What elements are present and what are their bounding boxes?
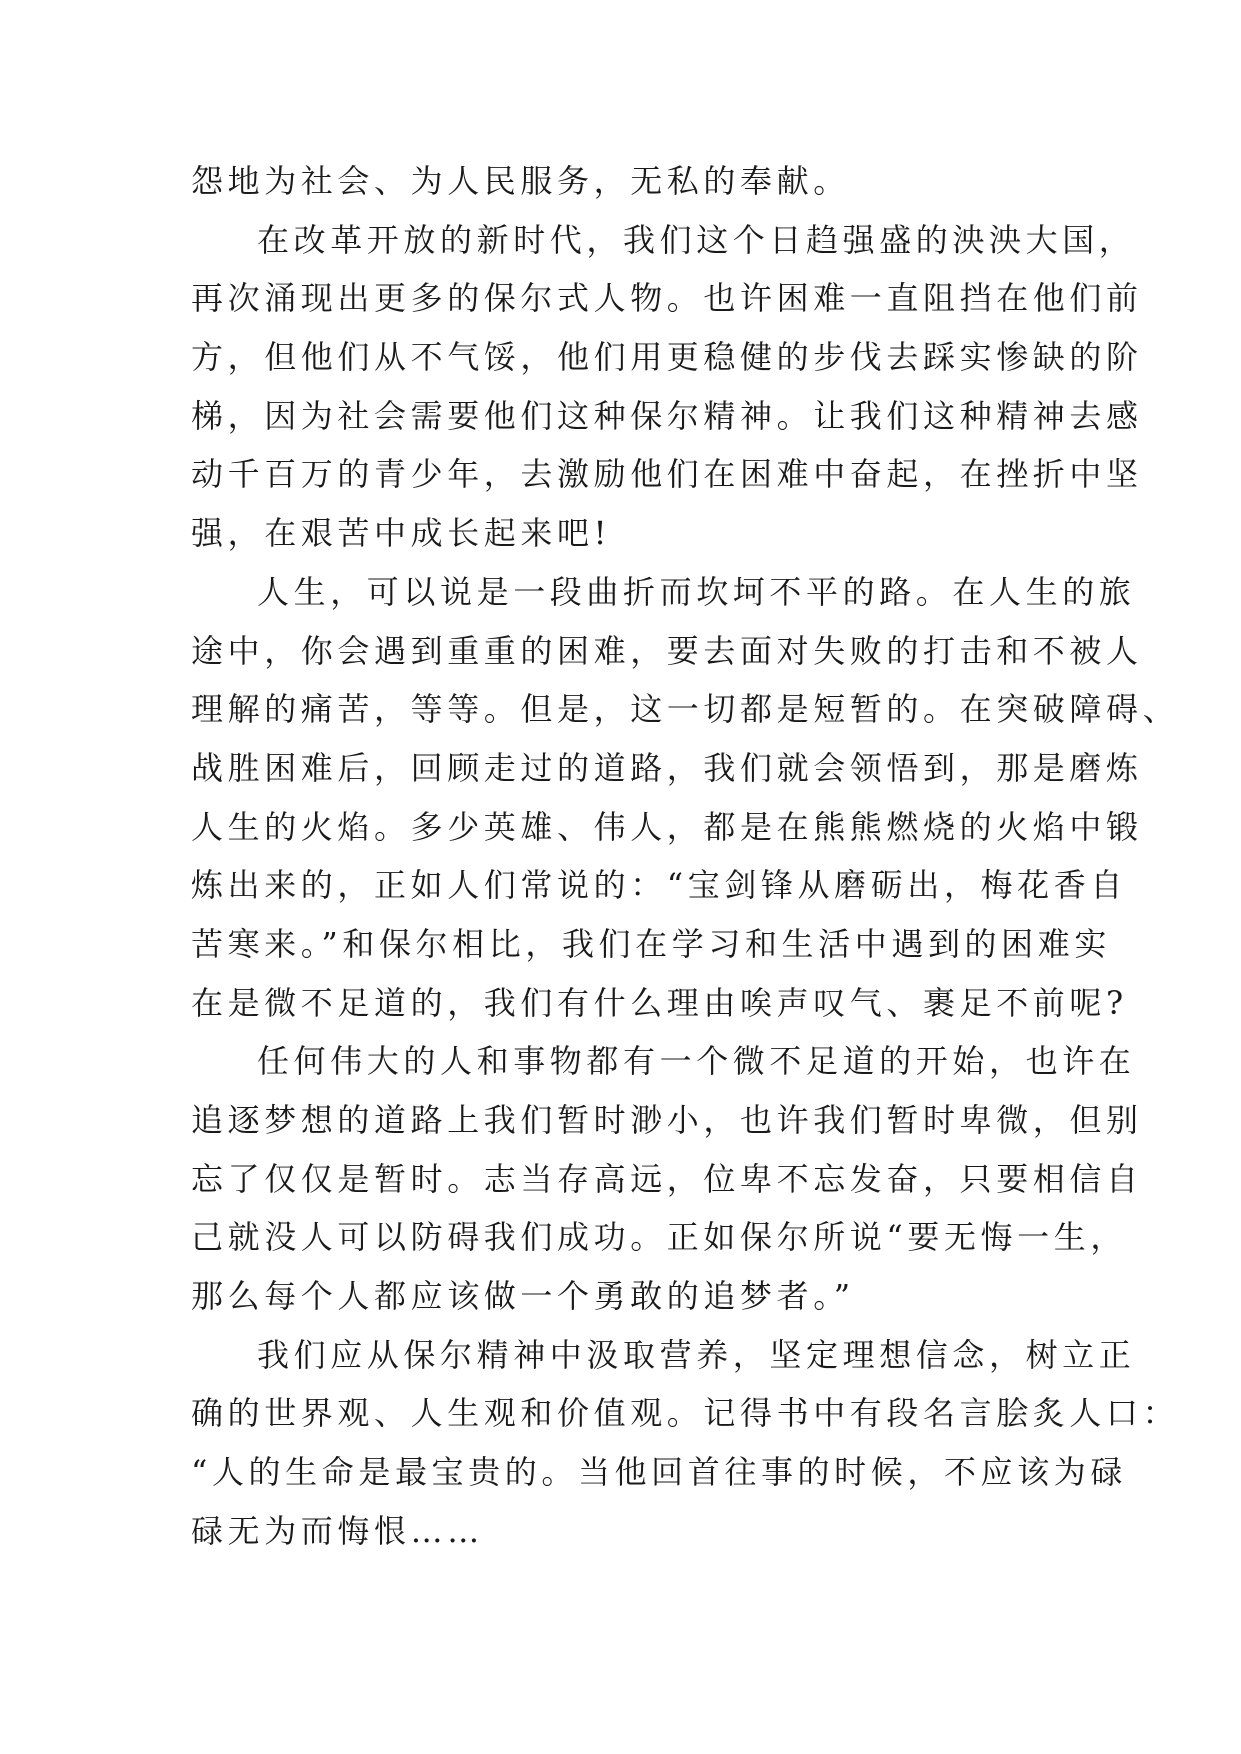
paragraph-first-line: 我们应从保尔精神中汲取营养，坚定理想信念，树立正 <box>257 1335 1136 1374</box>
text-line: 那么每个人都应该做一个勇敢的追梦者。” <box>191 1277 855 1316</box>
text-line: 己就没人可以防碍我们成功。正如保尔所说“要无悔一生， <box>191 1218 1127 1257</box>
text-line: 梯，因为社会需要他们这种保尔精神。让我们这种精神去感 <box>191 396 1143 435</box>
text-line: 理解的痛苦，等等。但是，这一切都是短暂的。在突破障碍、 <box>191 690 1180 729</box>
paragraph-first-line: 任何伟大的人和事物都有一个微不足道的开始，也许在 <box>257 1042 1136 1081</box>
text-line: “人的生命是最宝贵的。当他回首往事的时候，不应该为碌 <box>191 1453 1127 1492</box>
document-body <box>191 152 1180 1561</box>
text-line: 战胜困难后，回顾走过的道路，我们就会领悟到，那是磨炼 <box>191 748 1143 787</box>
text-line: 方，但他们从不气馁，他们用更稳健的步伐去踩实惨缺的阶 <box>191 338 1143 377</box>
text-line: 确的世界观、人生观和价值观。记得书中有段名言脍炙人口： <box>191 1394 1180 1433</box>
paragraph-first-line: 在改革开放的新时代，我们这个日趋强盛的泱泱大国， <box>257 220 1136 259</box>
text-line: 怨地为社会、为人民服务，无私的奉献。 <box>191 162 850 200</box>
paragraph-first-line: 人生，可以说是一段曲折而坎坷不平的路。在人生的旅 <box>257 572 1136 611</box>
text-line: 途中，你会遇到重重的困难，要去面对失败的打击和不被人 <box>191 631 1143 670</box>
text-line: 炼出来的，正如人们常说的：“宝剑锋从磨砺出，梅花香自 <box>191 866 1127 905</box>
text-line: 追逐梦想的道路上我们暂时渺小，也许我们暂时卑微，但别 <box>191 1101 1143 1139</box>
text-line: 在是微不足道的，我们有什么理由唉声叹气、裹足不前呢? <box>191 983 1128 1022</box>
text-line: 忘了仅仅是暂时。志当存高远，位卑不忘发奋，只要相信自 <box>191 1159 1143 1198</box>
text-line: 碌无为而悔恨…… <box>191 1511 484 1550</box>
text-line: 再次涌现出更多的保尔式人物。也许困难一直阻挡在他们前 <box>191 279 1143 318</box>
text-line: 苦寒来。”和保尔相比，我们在学习和生活中遇到的困难实 <box>191 924 1111 963</box>
text-line: 强，在艰苦中成长起来吧! <box>191 514 612 553</box>
text-line: 人生的火焰。多少英雄、伟人，都是在熊熊燃烧的火焰中锻 <box>191 807 1143 846</box>
text-line: 动千百万的青少年，去激励他们在困难中奋起，在挫折中坚 <box>191 455 1143 494</box>
